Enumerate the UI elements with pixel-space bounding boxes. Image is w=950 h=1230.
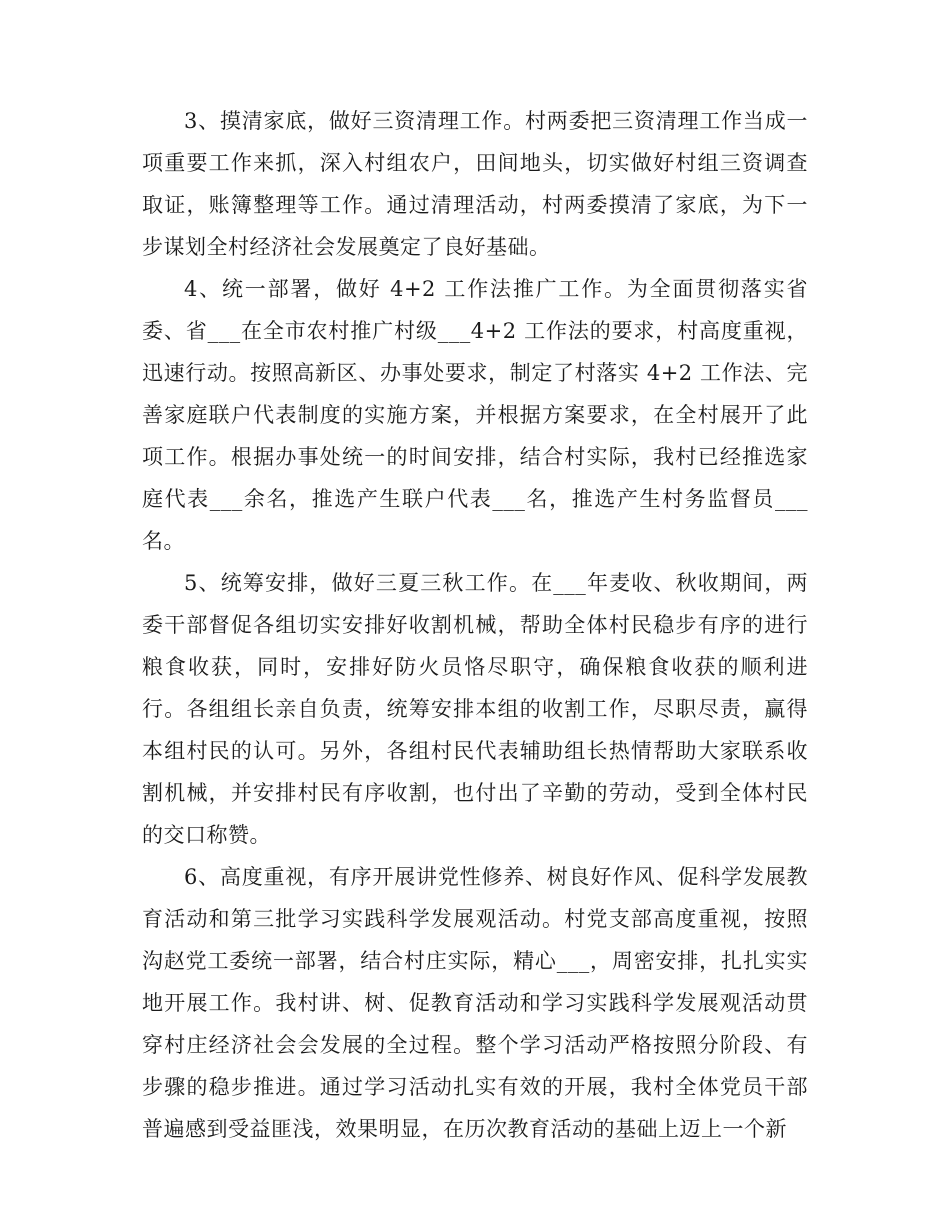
paragraph-5-harvest-work: 5、统筹安排，做好三夏三秋工作。在___年麦收、秋收期间，两委干部督促各组切实安排好收割机械，帮助全体村民稳步有序的进行粮食收获，同时，安排好防火员恪尽职守，确保粮食收获的顺利进行。各组组长亲自负责，统筹安排本组的收割工作，尽职尽责，赢得本组村民的认可。另外，各组村民代表辅助组长热情帮助大家联系收割机械，并安排村民有序收割，也付出了辛勤的劳动，受到全体村民的交口称赞。 — [142, 571, 808, 847]
paragraph-6-education-activity: 6、高度重视，有序开展讲党性修养、树良好作风、促科学发展教育活动和第三批学习实践科学发展观活动。村党支部高度重视，按照沟赵党工委统一部署，结合村庄实际，精心___，周密安排，扎扎实实地开展工作。我村讲、树、促教育活动和学习实践科学发展观活动贯穿村庄经济社会会发展的全过程。整个学习活动严格按照分阶段、有步骤的稳步推进。通过学习活动扎实有效的开展，我村全体党员干部普遍感到受益匪浅，效果明显，在历次教育活动的基础上迈上一个新 — [142, 865, 808, 1141]
document-body — [142, 100, 808, 1150]
paragraph-4-work-method: 4、统一部署，做好 4+2 工作法推广工作。为全面贯彻落实省委、省___在全市农村推广村级___4+2 工作法的要求，村高度重视，迅速行动。按照高新区、办事处要求，制定了村落实 4+2 工作法、完善家庭联户代表制度的实施方案，并根据方案要求，在全村展开了此项工作。根据办事处统一的时间安排，结合村实际，我村已经推选家庭代表___余名，推选产生联户代表___名，推选产生村务监督员___名。 — [142, 277, 808, 553]
paragraph-3-asset-cleanup: 3、摸清家底，做好三资清理工作。村两委把三资清理工作当成一项重要工作来抓，深入村组农户，田间地头，切实做好村组三资调查取证，账簿整理等工作。通过清理活动，村两委摸清了家底，为下一步谋划全村经济社会发展奠定了良好基础。 — [142, 109, 808, 259]
